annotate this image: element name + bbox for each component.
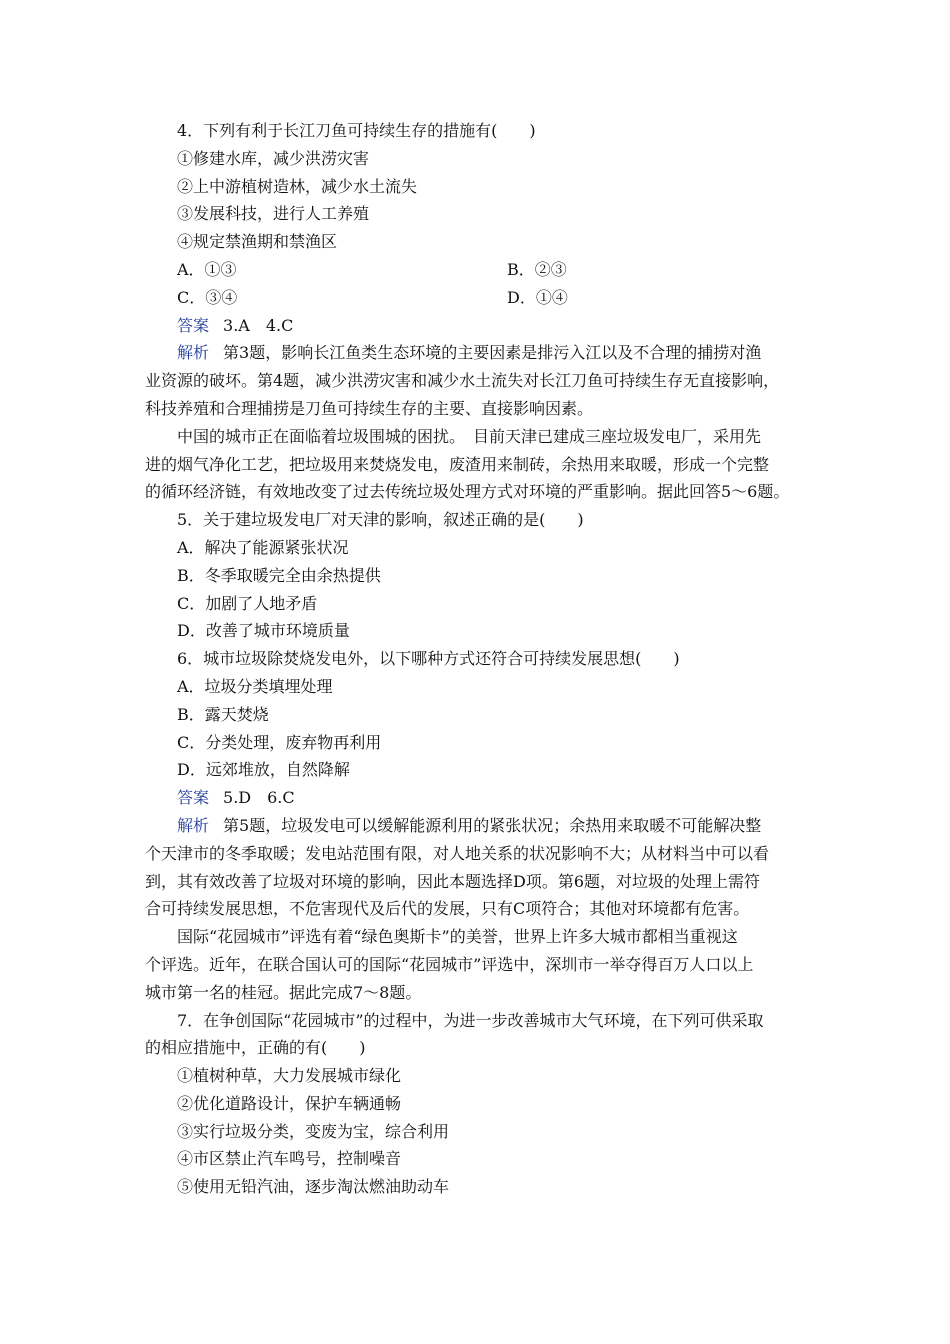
q7-stem-line-1: 7．在争创国际“花园城市”的过程中，为进一步改善城市大气环境，在下列可供采取 xyxy=(177,1010,764,1030)
explanation-3-4-line-2: 业资源的破坏。第4题，减少洪涝灾害和减少水土流失对长江刀鱼可持续生存无直接影响， xyxy=(145,371,780,391)
q4-item-4: ④规定禁渔期和禁渔区 xyxy=(177,232,338,252)
q4-option-b: B．②③ xyxy=(507,259,567,279)
explanation-5-6-line-3: 到，其有效改善了垃圾对环境的影响，因此本题选择D项。第6题，对垃圾的处理上需符 xyxy=(145,871,761,891)
explanation-3-4-line-1 xyxy=(145,339,805,367)
passage-7-8-line-3: 城市第一名的桂冠。据此完成7～8题。 xyxy=(145,982,422,1002)
q7-stem-line-2: 的相应措施中，正确的有( ) xyxy=(145,1038,366,1058)
passage-5-6-line-3: 的循环经济链，有效地改变了过去传统垃圾处理方式对环境的严重影响。据此回答5～6题。 xyxy=(145,482,790,502)
explanation-5-6-line-1 xyxy=(145,812,805,840)
q4-item-3: ③发展科技，进行人工养殖 xyxy=(177,204,370,224)
answer-3-4 xyxy=(145,312,805,340)
document-content xyxy=(145,117,805,1201)
answer-tag: 答案 xyxy=(177,315,210,335)
q6-option-a: A．垃圾分类填埋处理 xyxy=(177,676,333,696)
q6-stem: 6．城市垃圾除焚烧发电外，以下哪种方式还符合可持续发展思想( ) xyxy=(177,649,680,669)
q5-option-d: D．改善了城市环境质量 xyxy=(177,621,350,641)
answer-text: 5.D 6.C xyxy=(223,788,295,808)
q5-option-c: C．加剧了人地矛盾 xyxy=(177,593,318,613)
q4-item-2: ②上中游植树造林，减少水土流失 xyxy=(177,176,418,196)
q7-item-5: ⑤使用无铅汽油，逐步淘汰燃油助动车 xyxy=(177,1177,450,1197)
q6-option-b: B．露天焚烧 xyxy=(177,704,269,724)
q4-options-row-1 xyxy=(145,256,805,284)
answer-text: 3.A 4.C xyxy=(223,315,294,335)
q4-option-c: C．③④ xyxy=(177,287,238,307)
q5-option-a: A．解决了能源紧张状况 xyxy=(177,537,349,557)
explanation-tag: 解析 xyxy=(177,815,210,835)
q4-option-a: A．①③ xyxy=(177,259,237,279)
explanation-tag: 解析 xyxy=(177,343,210,363)
answer-5-6 xyxy=(145,784,805,812)
q7-item-4: ④市区禁止汽车鸣号，控制噪音 xyxy=(177,1149,402,1169)
passage-5-6-line-2: 进的烟气净化工艺，把垃圾用来焚烧发电，废渣用来制砖，余热用来取暖，形成一个完整 xyxy=(145,454,770,474)
explanation-3-4-line-3: 科技养殖和合理捕捞是刀鱼可持续生存的主要、直接影响因素。 xyxy=(145,398,594,418)
explanation-5-6-line-4: 合可持续发展思想，不危害现代及后代的发展，只有C项符合；其他对环境都有危害。 xyxy=(145,899,750,919)
passage-7-8-line-1: 国际“花园城市”评选有着“绿色奥斯卡”的美誉，世界上许多大城市都相当重视这 xyxy=(177,927,738,947)
q5-option-b: B．冬季取暖完全由余热提供 xyxy=(177,565,381,585)
q4-item-1: ①修建水库，减少洪涝灾害 xyxy=(177,148,370,168)
q7-item-2: ②优化道路设计，保护车辆通畅 xyxy=(177,1093,402,1113)
q7-item-1: ①植树种草，大力发展城市绿化 xyxy=(177,1066,402,1086)
explanation-text: 第5题，垃圾发电可以缓解能源利用的紧张状况；余热用来取暖不可能解决整 xyxy=(223,815,762,835)
explanation-text: 第3题，影响长江鱼类生态环境的主要因素是排污入江以及不合理的捕捞对渔 xyxy=(223,343,762,363)
answer-tag: 答案 xyxy=(177,788,210,808)
q5-stem: 5．关于建垃圾发电厂对天津的影响，叙述正确的是( ) xyxy=(177,510,584,530)
q4-stem: 4．下列有利于长江刀鱼可持续生存的措施有( ) xyxy=(177,121,536,140)
q7-item-3: ③实行垃圾分类，变废为宝，综合利用 xyxy=(177,1121,450,1141)
passage-7-8-line-2: 个评选。近年，在联合国认可的国际“花园城市”评选中，深圳市一举夺得百万人口以上 xyxy=(145,954,754,974)
q6-option-c: C．分类处理，废弃物再利用 xyxy=(177,732,382,752)
explanation-5-6-line-2: 个天津市的冬季取暖；发电站范围有限，对人地关系的状况影响不大；从材料当中可以看 xyxy=(145,843,770,863)
q4-option-d: D．①④ xyxy=(507,287,568,307)
q4-options-row-2 xyxy=(145,284,805,312)
passage-5-6-line-1: 中国的城市正在面临着垃圾围城的困扰。 目前天津已建成三座垃圾发电厂，采用先 xyxy=(177,426,762,446)
q6-option-d: D．远郊堆放，自然降解 xyxy=(177,760,350,780)
